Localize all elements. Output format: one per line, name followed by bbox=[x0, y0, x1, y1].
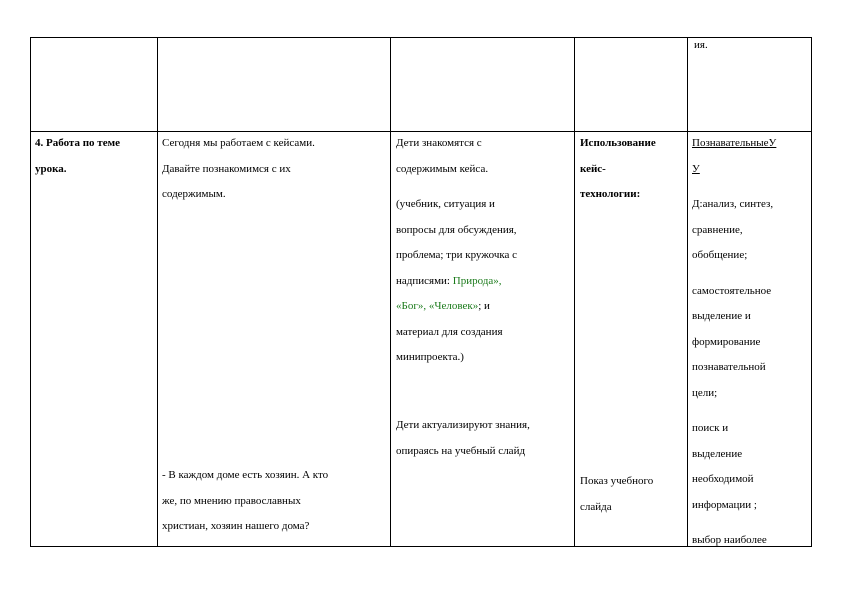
teacher-text-line: Сегодня мы работаем с кейсами. bbox=[162, 137, 315, 149]
table-border-left bbox=[30, 37, 31, 547]
teacher-text-line: Давайте познакомимся с их bbox=[162, 162, 291, 175]
methods-heading-line: кейс- bbox=[580, 162, 606, 175]
uud-line: обобщение; bbox=[692, 249, 748, 261]
uud-line: самостоятельное bbox=[692, 284, 772, 297]
column-divider-4 bbox=[687, 37, 688, 547]
actualize-line: опираясь на учебный слайд bbox=[396, 444, 526, 457]
stage-heading-line2: урока. bbox=[35, 162, 67, 175]
case-contents-line: проблема; три кружочка с bbox=[396, 249, 518, 261]
uud-line: формирование bbox=[692, 335, 761, 348]
stage-heading-line1: 4. Работа по теме bbox=[35, 137, 120, 149]
uud-line: поиск и bbox=[692, 422, 729, 434]
teacher-question-line: христиан, хозяин нашего дома? bbox=[162, 520, 310, 532]
teacher-activity-cell bbox=[162, 131, 315, 208]
uud-line: выбор наиболее bbox=[692, 534, 767, 546]
methods-cell bbox=[580, 131, 656, 208]
uud-cell bbox=[692, 131, 810, 554]
uud-heading-line2: У bbox=[692, 162, 700, 175]
column-divider-3 bbox=[574, 37, 575, 547]
uud-line: выделение и bbox=[692, 310, 751, 322]
uud-line: познавательной bbox=[692, 361, 766, 373]
teacher-question-line: же, по мнению православных bbox=[162, 494, 301, 507]
labels-prefix: надписями: bbox=[396, 274, 453, 287]
slide-cell bbox=[580, 469, 653, 520]
uud-line: сравнение, bbox=[692, 223, 743, 236]
slide-text-line: слайда bbox=[580, 500, 612, 513]
table-border-right bbox=[811, 37, 812, 547]
case-contents-line: минипроекта.) bbox=[396, 351, 464, 363]
case-contents-line: вопросы для обсуждения, bbox=[396, 223, 517, 236]
methods-heading-line: Использование bbox=[580, 137, 656, 149]
slide-text-line: Показ учебного bbox=[580, 475, 654, 487]
column-divider-1 bbox=[157, 37, 158, 547]
teacher-text-line: содержимым. bbox=[162, 188, 226, 200]
stage-cell bbox=[35, 131, 120, 182]
teacher-question-cell bbox=[162, 463, 328, 540]
row1-col5-cell bbox=[694, 33, 708, 59]
column-divider-2 bbox=[390, 37, 391, 547]
row1-col5-text: ия. bbox=[694, 39, 708, 51]
uud-d-line bbox=[692, 192, 810, 218]
student-activity-cell bbox=[396, 131, 517, 371]
case-contents-line: (учебник, ситуация и bbox=[396, 198, 495, 210]
student-actualize-cell bbox=[396, 413, 530, 464]
case-contents-line: материал для создания bbox=[396, 325, 503, 338]
teacher-question-line: - В каждом доме есть хозяин. А кто bbox=[162, 469, 329, 481]
actualize-line: Дети актуализируют знания, bbox=[396, 419, 530, 431]
label-bog-chelovek: «Бог», «Человек» bbox=[396, 300, 479, 312]
student-intro-line: содержимым кейса. bbox=[396, 162, 489, 175]
uud-line: информации ; bbox=[692, 498, 757, 511]
case-labels-line-1 bbox=[396, 269, 517, 295]
labels-suffix: ; и bbox=[478, 300, 490, 312]
uud-d-letter: Д bbox=[692, 198, 700, 210]
methods-heading-line: технологии: bbox=[580, 188, 641, 200]
uud-line: необходимой bbox=[692, 473, 754, 485]
label-priroda: Природа», bbox=[452, 274, 502, 287]
uud-heading-line1: ПознавательныеУ bbox=[692, 137, 777, 149]
uud-line: выделение bbox=[692, 447, 743, 460]
uud-d-rest: :анализ, синтез, bbox=[699, 198, 774, 210]
case-labels-line-2 bbox=[396, 294, 517, 320]
uud-line: цели; bbox=[692, 386, 718, 399]
student-intro-line: Дети знакомятся с bbox=[396, 137, 482, 149]
